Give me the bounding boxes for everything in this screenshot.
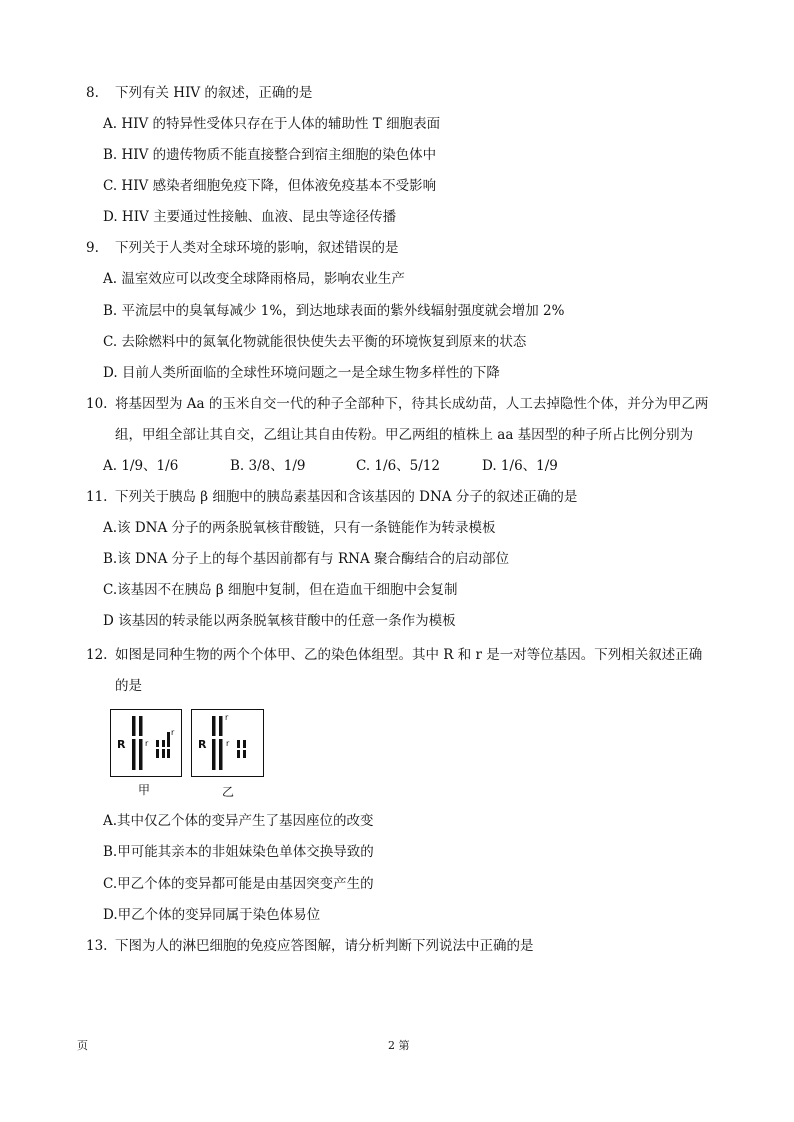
q8-option-a: A. HIV 的特异性受体只存在于人体的辅助性 T 细胞表面 — [103, 116, 441, 132]
centromere — [211, 736, 224, 739]
q8-number: 8. — [86, 85, 99, 101]
centromere — [155, 747, 171, 749]
karyotype-figure-jia — [110, 709, 182, 777]
chromosome — [212, 716, 216, 770]
q11-number: 11. — [86, 489, 108, 505]
q9-option-c: C. 去除燃料中的氮氧化物就能很快使失去平衡的环境恢复到原来的状态 — [103, 334, 527, 350]
q11-option-d: D 该基因的转录能以两条脱氧核苷酸中的任意一条作为模板 — [103, 613, 456, 629]
q13-stem: 下图为人的淋巴细胞的免疫应答图解，请分析判断下列说法中正确的是 — [115, 938, 534, 954]
footer-page-left: 页 — [77, 1039, 88, 1052]
q10-option-b: B. 3/8、1/9 — [230, 458, 306, 474]
q12-stem-line2: 的是 — [115, 678, 142, 694]
chromosome — [132, 716, 136, 770]
q10-option-a: A. 1/9、1/6 — [103, 458, 179, 474]
q9-option-b: B. 平流层中的臭氧每减少 1%，到达地球表面的紫外线辐射强度就会增加 2% — [103, 303, 565, 319]
q10-number: 10. — [86, 396, 108, 412]
gene-label-r: r — [171, 728, 175, 737]
q10-stem-line2: 组，甲组全部让其自交，乙组让其自由传粉。甲乙两组的植株上 aa 基因型的种子所占比例分别为 — [115, 427, 694, 443]
q10-option-d: D. 1/6、1/9 — [482, 458, 558, 474]
q12-stem-line1: 如图是同种生物的两个个体甲、乙的染色体组型。其中 R 和 r 是一对等位基因。下列相关叙述正确 — [115, 647, 703, 663]
q10-stem-line1: 将基因型为 Aa 的玉米自交一代的种子全部种下，待其长成幼苗，人工去掉隐性个体，并分为甲乙两 — [115, 396, 709, 412]
q11-option-b: B.该 DNA 分子上的每个基因前都有与 RNA 聚合酶结合的启动部位 — [103, 551, 509, 567]
q9-stem: 下列关于人类对全球环境的影响，叙述错误的是 — [115, 240, 399, 256]
chromosome — [167, 732, 170, 758]
figure-caption-jia: 甲 — [138, 783, 151, 797]
gene-label-R: R — [117, 738, 126, 751]
chromosome — [219, 716, 223, 770]
q8-option-b: B. HIV 的遗传物质不能直接整合到宿主细胞的染色体中 — [103, 147, 437, 163]
q9-number: 9. — [86, 240, 99, 256]
gene-label-r: r — [145, 739, 149, 748]
figure-caption-yi: 乙 — [222, 785, 235, 799]
q11-option-a: A.该 DNA 分子的两条脱氧核苷酸链，只有一条链能作为转录模板 — [103, 520, 496, 536]
q10-option-c: C. 1/6、5/12 — [356, 458, 440, 474]
gene-label-R: R — [198, 738, 207, 751]
q9-option-a: A. 温室效应可以改变全球降雨格局，影响农业生产 — [103, 271, 405, 287]
q8-option-c: C. HIV 感染者细胞免疫下降，但体液免疫基本不受影响 — [103, 178, 437, 194]
chromosome — [139, 716, 143, 770]
karyotype-figure-yi — [191, 709, 264, 777]
q12-option-a: A.其中仅乙个体的变异产生了基因座位的改变 — [103, 813, 374, 829]
centromere — [236, 748, 247, 750]
q12-option-c: C.甲乙个体的变异都可能是由基因突变产生的 — [103, 876, 374, 892]
q11-stem: 下列关于胰岛 β 细胞中的胰岛素基因和含该基因的 DNA 分子的叙述正确的是 — [115, 489, 578, 505]
q13-number: 13. — [86, 938, 108, 954]
footer-page-number: 2 第 — [388, 1039, 410, 1052]
q11-option-c: C.该基因不在胰岛 β 细胞中复制，但在造血干细胞中会复制 — [103, 582, 458, 598]
q8-stem: 下列有关 HIV 的叙述，正确的是 — [115, 85, 313, 101]
q12-option-b: B.甲可能其亲本的非姐妹染色单体交换导致的 — [103, 844, 374, 860]
q12-number: 12. — [86, 647, 108, 663]
q9-option-d: D. 目前人类所面临的全球性环境问题之一是全球生物多样性的下降 — [103, 365, 500, 381]
gene-label-r: r — [225, 713, 229, 722]
gene-label-r: r — [226, 739, 230, 748]
q8-option-d: D. HIV 主要通过性接触、血液、昆虫等途径传播 — [103, 209, 397, 225]
q12-option-d: D.甲乙个体的变异同属于染色体易位 — [103, 907, 321, 923]
centromere — [131, 736, 144, 739]
